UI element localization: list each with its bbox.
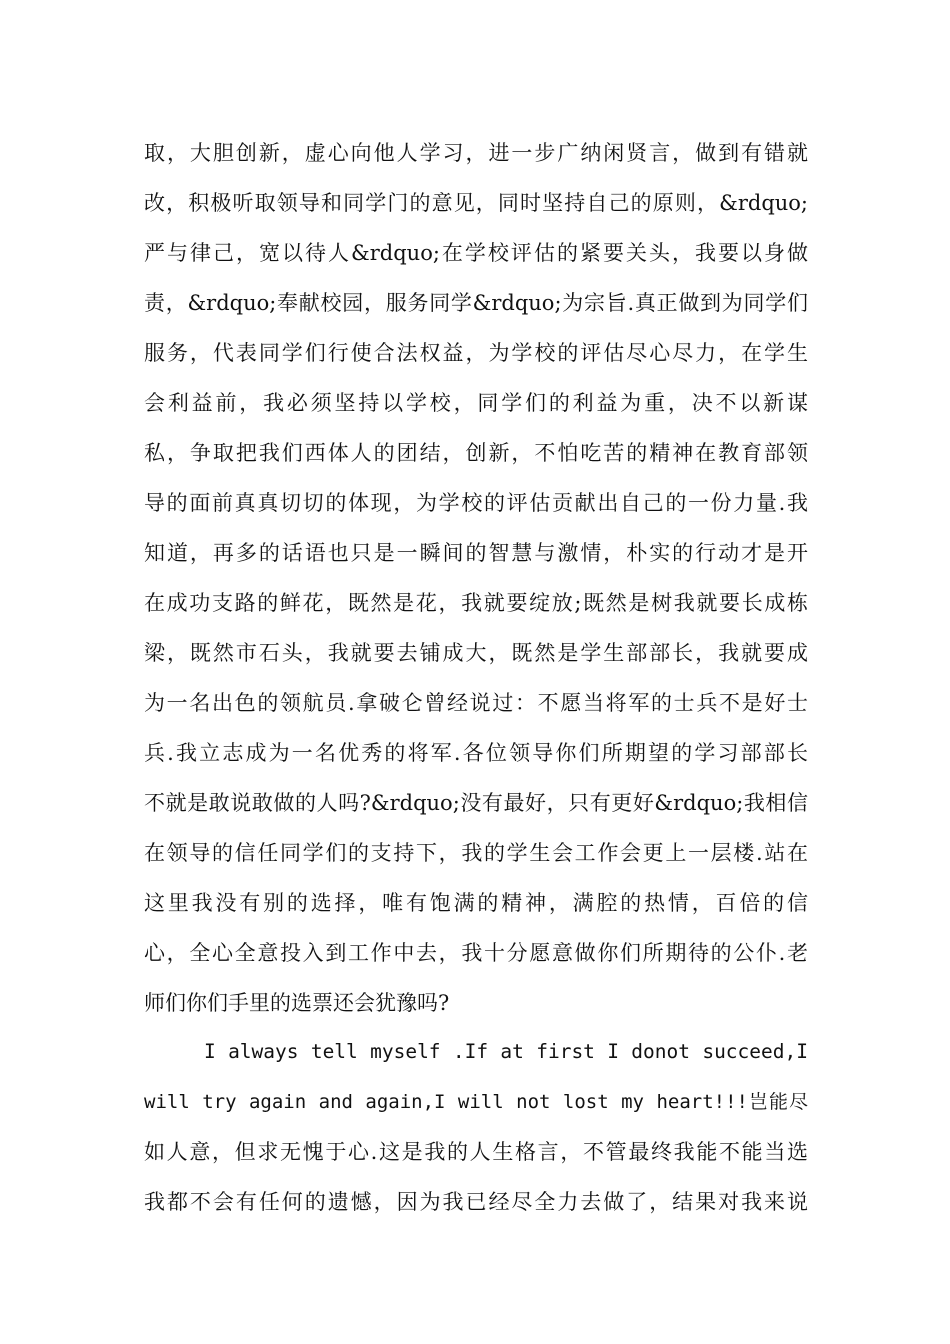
text-line: 知道，再多的话语也只是一瞬间的智慧与激情，朴实的行动才是开	[144, 541, 808, 565]
english-text-line: will try again and again,I will not lost my heart!!!岂能尽	[144, 1091, 808, 1113]
text-line: 兵.我立志成为一名优秀的将军.各位领导你们所期望的学习部部长	[144, 741, 808, 765]
text-line: 这里我没有别的选择，唯有饱满的精神，满腔的热情，百倍的信	[144, 891, 808, 915]
text-line: 服务，代表同学们行使合法权益，为学校的评估尽心尽力，在学生	[144, 341, 808, 365]
text-line: 取，大胆创新，虚心向他人学习，进一步广纳闲贤言，做到有错就	[144, 141, 808, 165]
text-line: 导的面前真真切切的体现，为学校的评估贡献出自己的一份力量.我	[144, 491, 808, 515]
text-line: 私，争取把我们西体人的团结，创新，不怕吃苦的精神在教育部领	[144, 441, 808, 465]
text-line: 在领导的信任同学们的支持下，我的学生会工作会更上一层楼.站在	[144, 841, 808, 865]
text-line: 心，全心全意投入到工作中去，我十分愿意做你们所期待的公仆.老	[144, 941, 808, 965]
text-line: 不就是敢说敢做的人吗?&rdquo;没有最好，只有更好&rdquo;我相信	[144, 791, 808, 815]
text-line: 如人意，但求无愧于心.这是我的人生格言，不管最终我能不能当选	[144, 1140, 808, 1164]
text-line: 在成功支路的鲜花，既然是花，我就要绽放;既然是树我就要长成栋	[144, 591, 808, 615]
text-line: 我都不会有任何的遗憾，因为我已经尽全力去做了，结果对我来说	[144, 1190, 808, 1214]
text-line: 严与律己，宽以待人&rdquo;在学校评估的紧要关头，我要以身做	[144, 241, 808, 265]
text-line: 改，积极听取领导和同学门的意见，同时坚持自己的原则，&rdquo;	[144, 191, 808, 215]
english-text-line: I always tell myself .If at first I donot succeed,I	[204, 1040, 808, 1063]
text-line: 梁，既然市石头，我就要去铺成大，既然是学生部部长，我就要成	[144, 641, 808, 665]
text-line: 责，&rdquo;奉献校园，服务同学&rdquo;为宗旨.真正做到为同学们	[144, 291, 808, 315]
text-line: 会利益前，我必须坚持以学校，同学们的利益为重，决不以新谋	[144, 391, 808, 415]
text-line: 为一名出色的领航员.拿破仑曾经说过：不愿当将军的士兵不是好士	[144, 691, 808, 715]
paragraph-end-line: 师们你们手里的选票还会犹豫吗?	[144, 991, 450, 1015]
